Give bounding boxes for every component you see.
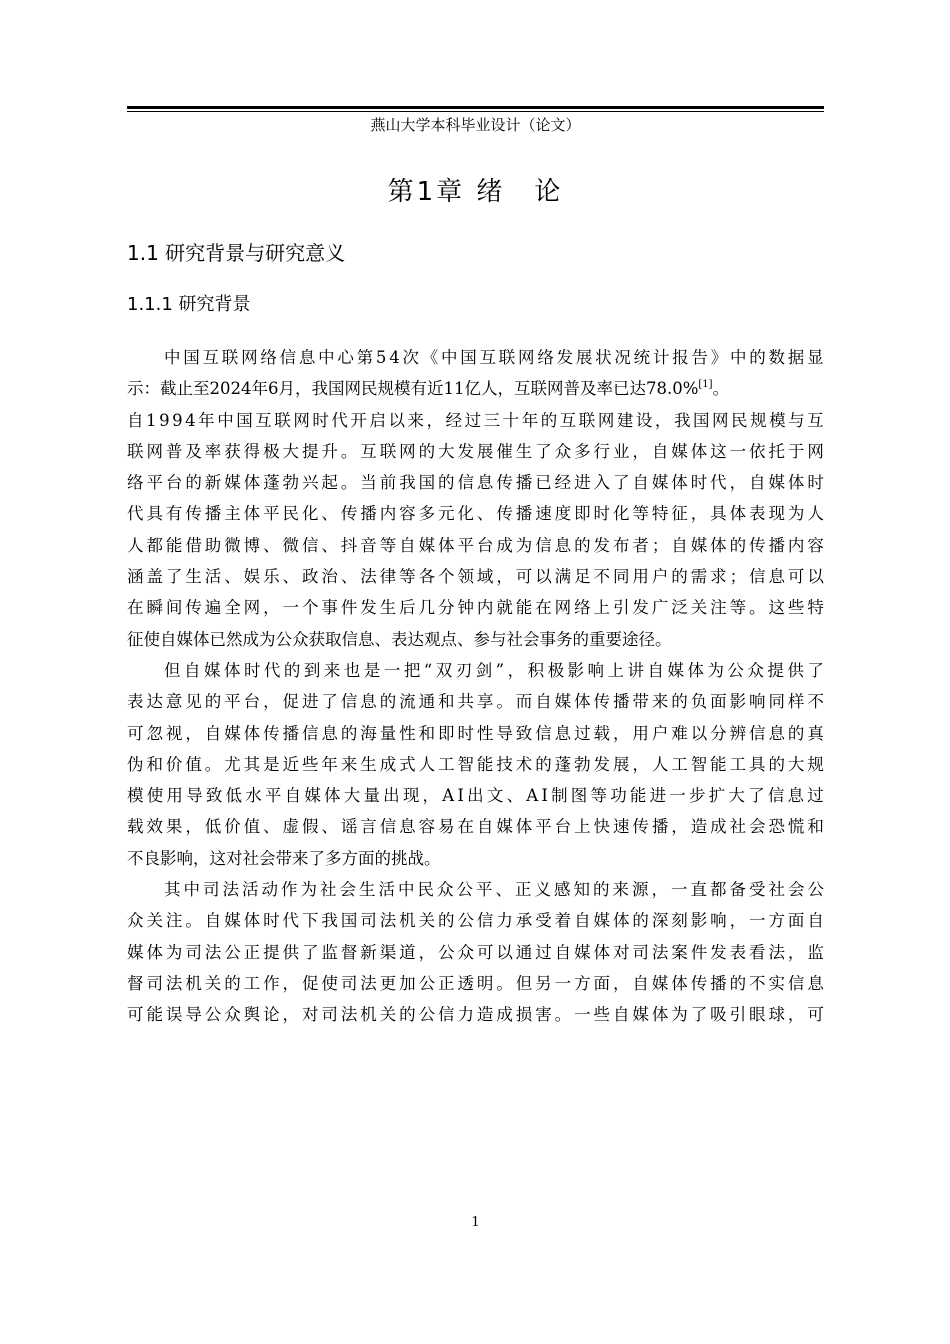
subsection-heading: 1.1.1 研究背景 [127, 294, 251, 315]
line-text: 模 使 用 导 致 低 水 平 自 媒 体 大 量 出 现 ， A I 出 文 、 A I 制 图 等 功 能 进 一 步 扩 大 了 信 息 过 [127, 786, 824, 806]
text-line [127, 436, 824, 467]
text-line [127, 937, 824, 968]
header-rule-thick [127, 106, 824, 109]
line-text: 不良影响，这对社会带来了多方面的挑战。 [127, 848, 441, 868]
line-text: 联 网 普 及 率 获 得 极 大 提 升 。 互 联 网 的 大 发 展 催 生 了 众 多 行 业 ， 自 媒 体 这 一 依 托 于 网 [127, 441, 824, 461]
line-text: 征使自媒体已然成为公众获取信息、表达观点、参与社会事务的重要途径。 [127, 629, 672, 649]
text-line [127, 655, 824, 686]
text-line [127, 780, 824, 811]
citation-ref[interactable]: [1] [698, 379, 713, 391]
line-text: 中 国 互 联 网 络 信 息 中 心 第 5 4 次 《 中 国 互 联 网 络 发 展 状 况 统 计 报 告 》 中 的 数 据 显 [164, 348, 824, 367]
line-text: 伪 和 价 值 。 尤 其 是 近 些 年 来 生 成 式 人 工 智 能 技 术 的 蓬 勃 发 展 ， 人 工 智 能 工 具 的 大 规 [127, 754, 824, 774]
line-text: 人 都 能 借 助 微 博 、 微 信 、 抖 音 等 自 媒 体 平 台 成 为 信 息 的 发 布 者 ； 自 媒 体 的 传 播 内 容 [127, 535, 824, 555]
line-text: 众 关 注 。 自 媒 体 时 代 下 我 国 司 法 机 关 的 公 信 力 承 受 着 自 媒 体 的 深 刻 影 响 ， 一 方 面 自 [127, 911, 824, 931]
text-line [127, 968, 824, 999]
text-line [127, 342, 824, 373]
text-line [127, 561, 824, 592]
text-line [127, 843, 824, 874]
text-line [127, 905, 824, 936]
text-line [127, 686, 824, 717]
header-rule-thin [127, 111, 824, 112]
text-line [127, 530, 824, 561]
body-text [127, 342, 824, 1031]
page-number: 1 [471, 1215, 480, 1230]
line-text-tail: 。 [712, 379, 730, 399]
text-line [127, 624, 824, 655]
line-text: 但 自 媒 体 时 代 的 到 来 也 是 一 把 “ 双 刃 剑 ” ， 积 极 影 响 上 讲 自 媒 体 为 公 众 提 供 了 [164, 660, 824, 680]
line-text: 督 司 法 机 关 的 工 作 ， 促 使 司 法 更 加 公 正 透 明 。 但 另 一 方 面 ， 自 媒 体 传 播 的 不 实 信 息 [127, 973, 824, 993]
text-line [127, 749, 824, 780]
line-text [127, 373, 729, 404]
section-heading: 1.1 研究背景与研究意义 [127, 241, 346, 265]
text-line [127, 874, 824, 905]
line-text: 涵 盖 了 生 活 、 娱 乐 、 政 治 、 法 律 等 各 个 领 域 ， 可 以 满 足 不 同 用 户 的 需 求 ； 信 息 可 以 [127, 567, 824, 587]
text-line [127, 373, 824, 404]
chapter-title: 第1章 绪 论 [387, 177, 564, 207]
text-line [127, 498, 824, 529]
text-line [127, 405, 824, 436]
line-text: 在 瞬 间 传 遍 全 网 ， 一 个 事 件 发 生 后 几 分 钟 内 就 能 在 网 络 上 引 发 广 泛 关 注 等 。 这 些 特 [127, 598, 824, 618]
line-text: 可 能 误 导 公 众 舆 论 ， 对 司 法 机 关 的 公 信 力 造 成 损 害 。 一 些 自 媒 体 为 了 吸 引 眼 球 ， 可 [127, 1005, 824, 1025]
line-text-part: 示：截止至2024年6月，我国网民规模有近11亿人，互联网普及率已达78.0% [127, 379, 699, 399]
line-text: 载 效 果 ， 低 价 值 、 虚 假 、 谣 言 信 息 容 易 在 自 媒 体 平 台 上 快 速 传 播 ， 造 成 社 会 恐 慌 和 [127, 817, 824, 837]
text-line [127, 467, 824, 498]
line-text: 其 中 司 法 活 动 作 为 社 会 生 活 中 民 众 公 平 、 正 义 感 知 的 来 源 ， 一 直 都 备 受 社 会 公 [164, 880, 824, 900]
line-text: 络 平 台 的 新 媒 体 蓬 勃 兴 起 。 当 前 我 国 的 信 息 传 播 已 经 进 入 了 自 媒 体 时 代 ， 自 媒 体 时 [127, 473, 824, 493]
line-text: 代 具 有 传 播 主 体 平 民 化 、 传 播 内 容 多 元 化 、 传 播 速 度 即 时 化 等 特 征 ， 具 体 表 现 为 人 [127, 504, 824, 524]
line-text: 可 忽 视 ， 自 媒 体 传 播 信 息 的 海 量 性 和 即 时 性 导 致 信 息 过 载 ， 用 户 难 以 分 辨 信 息 的 真 [127, 723, 824, 743]
text-line [127, 811, 824, 842]
line-text: 媒 体 为 司 法 公 正 提 供 了 监 督 新 渠 道 ， 公 众 可 以 通 过 自 媒 体 对 司 法 案 件 发 表 看 法 ， 监 [127, 942, 824, 962]
text-line [127, 999, 824, 1030]
line-text: 自 1 9 9 4 年 中 国 互 联 网 时 代 开 启 以 来 ， 经 过 三 十 年 的 互 联 网 建 设 ， 我 国 网 民 规 模 与 互 [127, 410, 824, 430]
running-header: 燕山大学本科毕业设计（论文） [370, 116, 581, 134]
text-line [127, 718, 824, 749]
line-text: 表 达 意 见 的 平 台 ， 促 进 了 信 息 的 流 通 和 共 享 。 而 自 媒 体 传 播 带 来 的 负 面 影 响 同 样 不 [127, 692, 824, 712]
text-line [127, 592, 824, 623]
